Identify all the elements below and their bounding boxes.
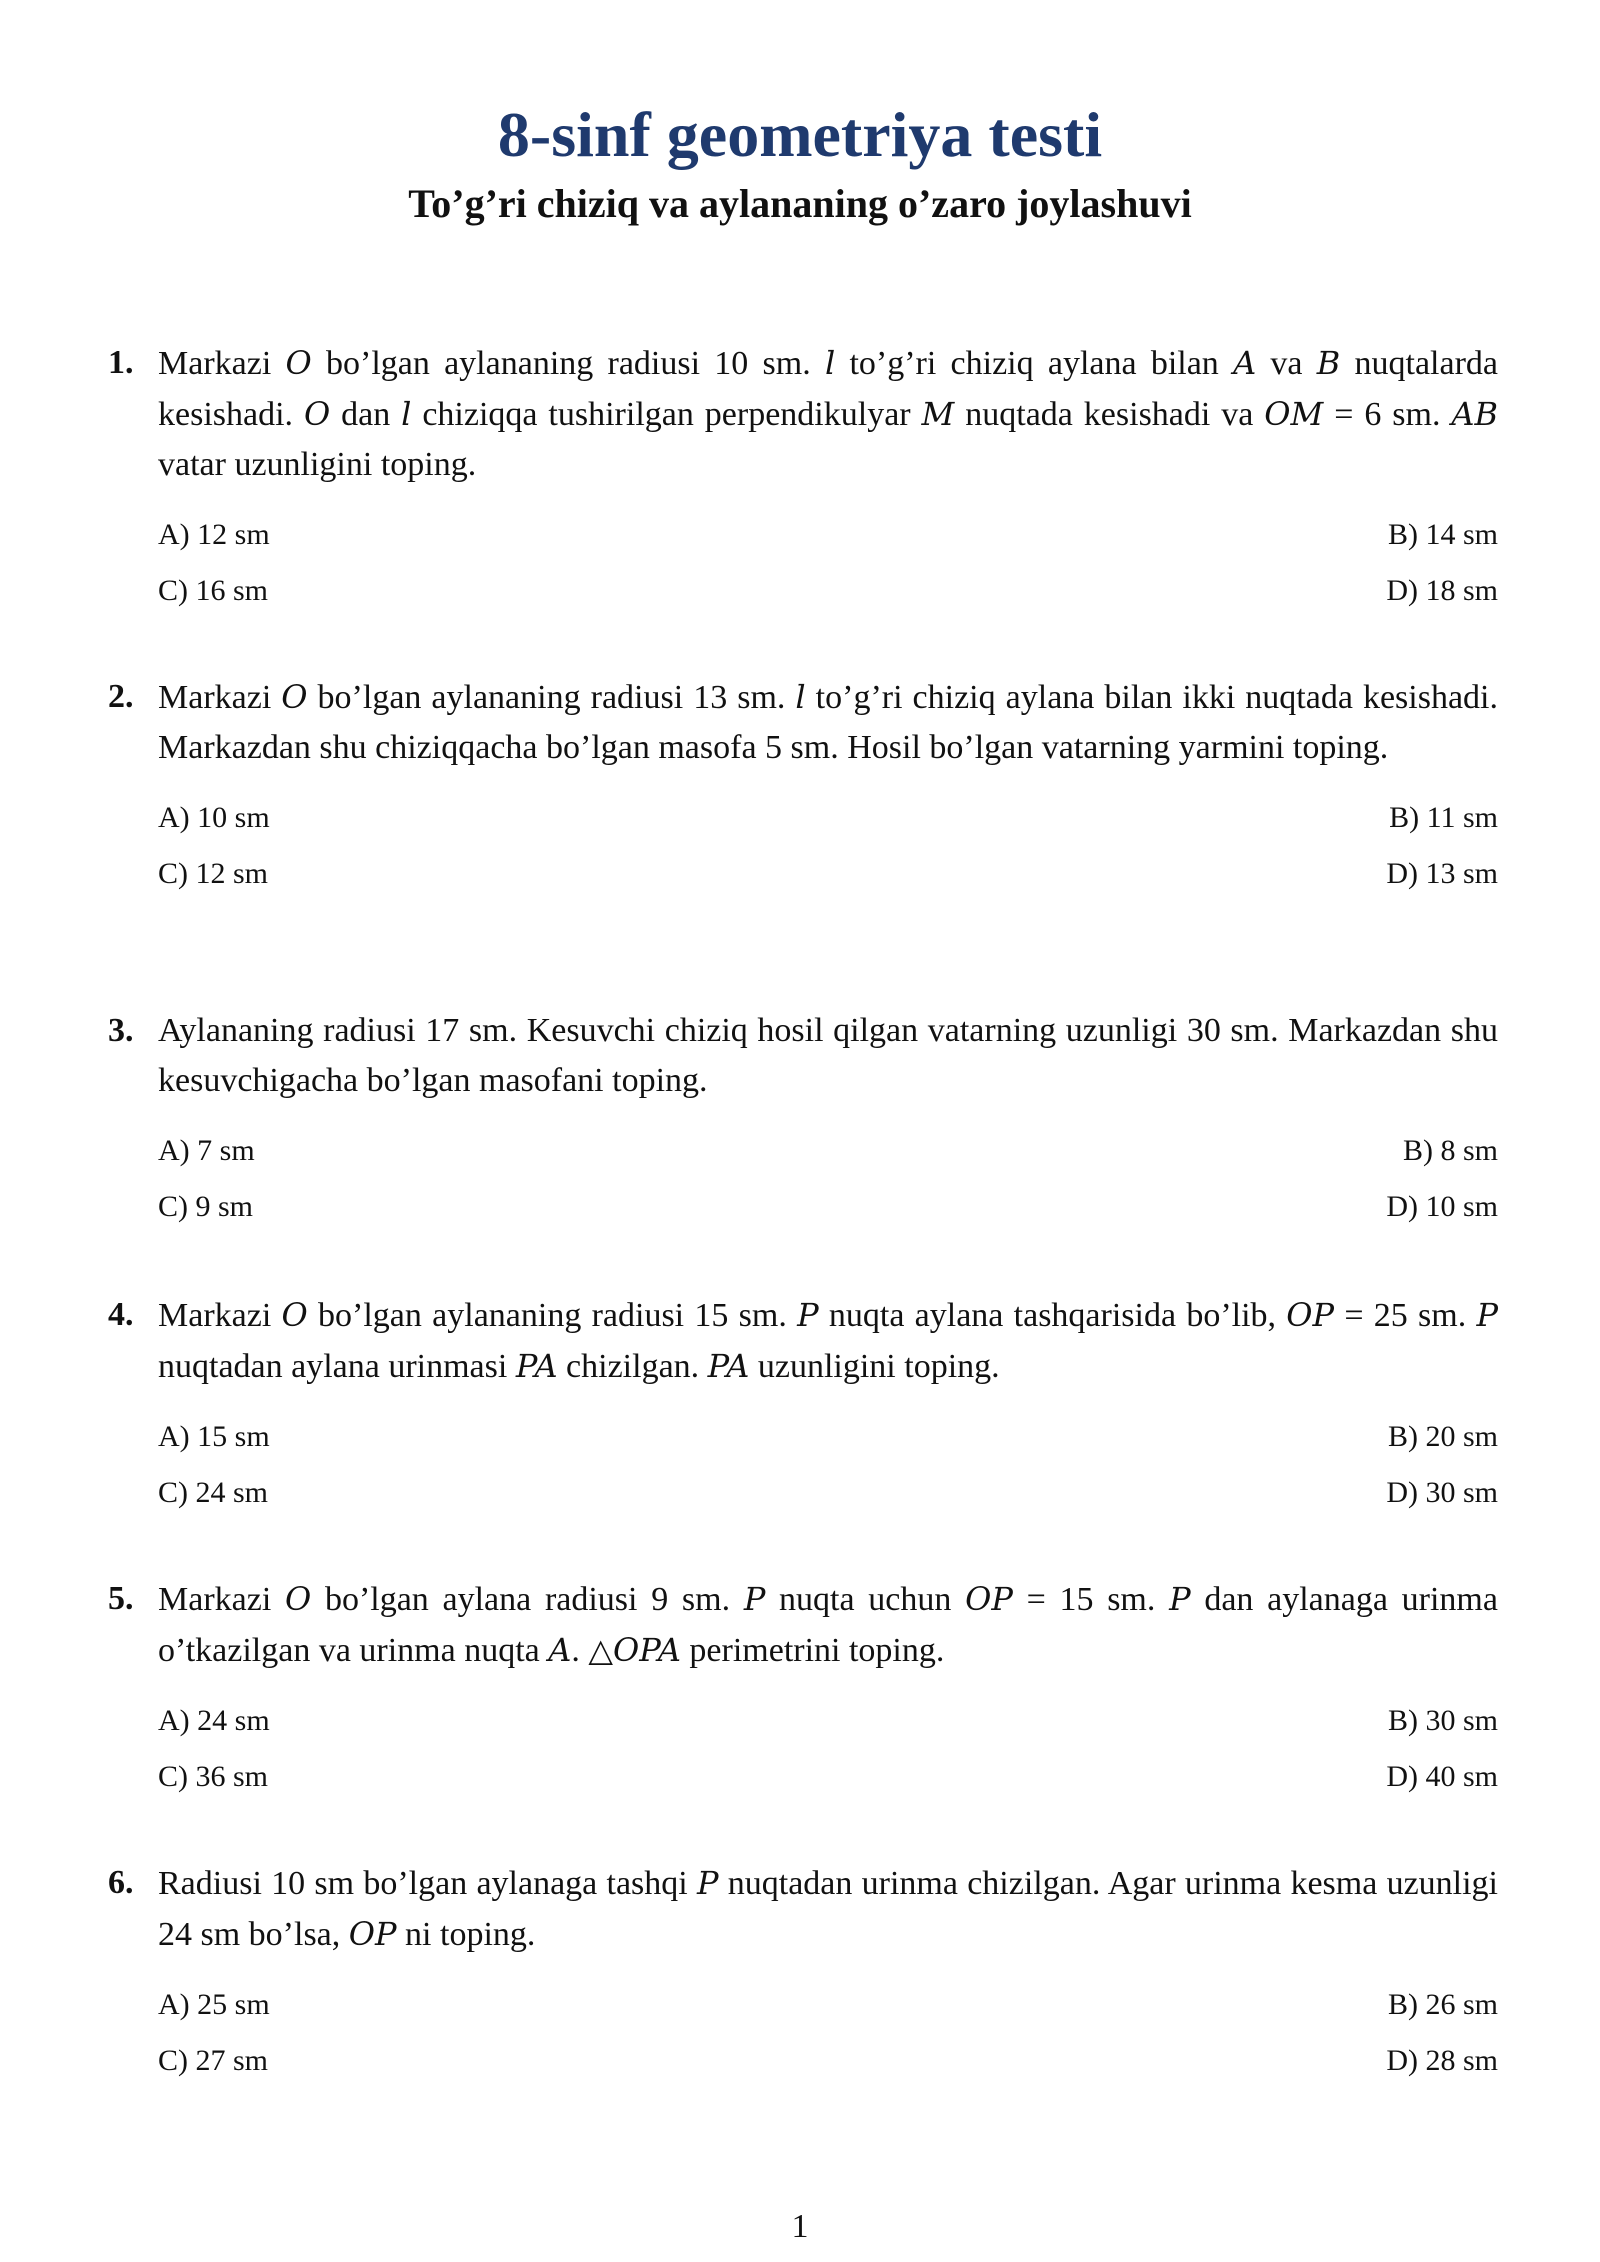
answer-options <box>158 1698 1498 1800</box>
option-b[interactable]: B) 20 sm <box>1387 1420 1498 1453</box>
option-a[interactable]: A) 7 sm <box>158 1134 255 1167</box>
option-b[interactable]: B) 14 sm <box>1387 518 1498 551</box>
question-number: 1. <box>108 344 134 381</box>
option-c[interactable]: C) 12 sm <box>158 857 269 890</box>
option-a[interactable]: A) 15 sm <box>158 1420 270 1453</box>
question-2 <box>108 672 1498 897</box>
option-d[interactable]: D) 28 sm <box>1386 2044 1498 2077</box>
question-4 <box>108 1290 1498 1516</box>
option-d[interactable]: D) 10 sm <box>1386 1190 1498 1223</box>
question-number: 2. <box>108 678 134 715</box>
option-b[interactable]: B) 30 sm <box>1387 1704 1498 1737</box>
question-text: Markazi O bo’lgan aylananing radiusi 15 sm. P nuqta aylana tashqarisida bo’lib, OP = 25 sm. P nuqtadan aylana urinmasi PA chizilgan. PA uzunligini toping. <box>158 1296 1498 1385</box>
question-text: Markazi O bo’lgan aylana radiusi 9 sm. P nuqta uchun OP = 15 sm. P dan aylanaga urinma o’tkazilgan va urinma nuqta A. △OPA perimetrini toping. <box>158 1580 1498 1669</box>
page-number: 1 <box>791 2208 809 2245</box>
option-d[interactable]: D) 18 sm <box>1386 574 1498 607</box>
option-a[interactable]: A) 25 sm <box>158 1988 270 2021</box>
option-b[interactable]: B) 26 sm <box>1387 1988 1498 2021</box>
answer-options <box>158 1414 1498 1516</box>
question-text: Markazi O bo’lgan aylananing radiusi 13 sm. l to’g’ri chiziq aylana bilan ikki nuqtada kesishadi. Markazdan shu chiziqqacha bo’lgan masofa 5 sm. Hosil bo’lgan vatarning yarmini toping. <box>158 678 1498 766</box>
option-c[interactable]: C) 36 sm <box>158 1760 269 1793</box>
option-c[interactable]: C) 9 sm <box>158 1190 254 1223</box>
answer-options <box>158 1982 1498 2084</box>
page-title: 8-sinf geometriya testi <box>497 99 1103 170</box>
question-text: Radiusi 10 sm bo’lgan aylanaga tashqi P nuqtadan urinma chizilgan. Agar urinma kesma uzunligi 24 sm bo’lsa, OP ni toping. <box>158 1864 1499 1953</box>
option-b[interactable]: B) 8 sm <box>1402 1134 1498 1167</box>
question-number: 3. <box>108 1012 134 1049</box>
page-subtitle: To’g’ri chiziq va aylananing o’zaro joylashuvi <box>408 181 1192 226</box>
option-a[interactable]: A) 24 sm <box>158 1704 270 1737</box>
answer-options <box>158 795 1498 897</box>
answer-options <box>158 1128 1498 1230</box>
option-c[interactable]: C) 16 sm <box>158 574 269 607</box>
question-text: Aylananing radiusi 17 sm. Kesuvchi chiziq hosil qilgan vatarning uzunligi 30 sm. Markazdan shu kesuvchigacha bo’lgan masofani toping. <box>158 1012 1498 1099</box>
option-b[interactable]: B) 11 sm <box>1389 801 1498 834</box>
option-a[interactable]: A) 10 sm <box>158 801 270 834</box>
option-c[interactable]: C) 24 sm <box>158 1476 269 1509</box>
option-d[interactable]: D) 40 sm <box>1386 1760 1498 1793</box>
question-number: 5. <box>108 1580 134 1617</box>
option-d[interactable]: D) 13 sm <box>1386 857 1498 890</box>
option-a[interactable]: A) 12 sm <box>158 518 270 551</box>
answer-options <box>158 512 1498 614</box>
question-6 <box>108 1858 1498 2084</box>
option-c[interactable]: C) 27 sm <box>158 2044 269 2077</box>
question-number: 4. <box>108 1296 134 1333</box>
question-number: 6. <box>108 1864 134 1901</box>
question-5 <box>108 1574 1498 1800</box>
question-1 <box>108 338 1498 614</box>
question-3 <box>108 1006 1498 1230</box>
question-text: Markazi O bo’lgan aylananing radiusi 10 sm. l to’g’ri chiziq aylana bilan A va B nuqtalarda kesishadi. O dan l chiziqqa tushirilgan perpendikulyar M nuqtada kesishadi va OM = 6 sm. AB vatar uzunligini toping. <box>158 344 1498 483</box>
option-d[interactable]: D) 30 sm <box>1386 1476 1498 1509</box>
